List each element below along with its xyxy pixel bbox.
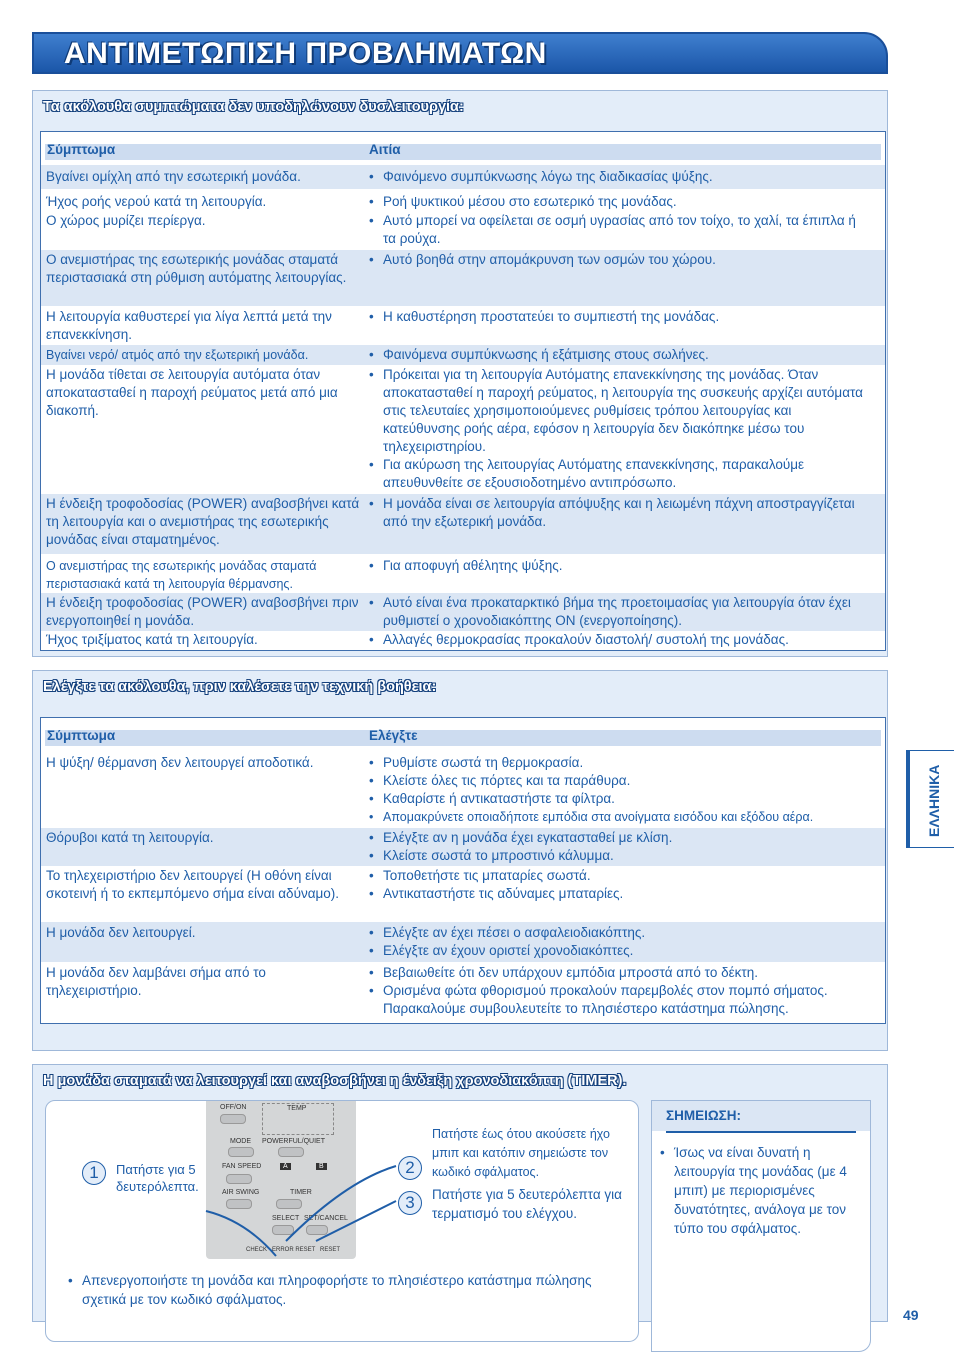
- symptoms-table: [40, 131, 886, 651]
- check-text: • Βεβαιωθείτε ότι δεν υπάρχουν εμπόδια μπροστά από το δέκτη.: [369, 964, 869, 982]
- cause-text: • Αυτό είναι ένα προκαταρκτικό βήμα της προετοιμασίας για λειτουργία όταν έχει ρυθμιστεί ο χρονοδιακόπτης ON (ενεργοποίησης).: [369, 594, 869, 630]
- col-symptom: Σύμπτωμα: [47, 728, 116, 743]
- table-row: [41, 365, 885, 493]
- symptom-text: Η λειτουργία καθυστερεί για λίγα λεπτά μετά την επανεκκίνηση.: [46, 309, 332, 342]
- symptom-text: Η ένδειξη τροφοδοσίας (POWER) αναβοσβήνει κατά τη λειτουργία και ο ανεμιστήρας της εσωτερικής μονάδας είναι σταματημένος.: [46, 496, 360, 547]
- table-row: [41, 555, 885, 593]
- note-box: [651, 1100, 871, 1352]
- section-normal-symptoms: [32, 90, 888, 657]
- table-row: [41, 307, 885, 345]
- table-row: [41, 828, 885, 866]
- table-row: [41, 165, 885, 189]
- step-number: 3: [398, 1191, 422, 1215]
- step2-text: Πατήστε έως ότου ακούσετε ήχο μπιπ και κατόπιν σημειώστε τον κωδικό σφάλματος.: [432, 1127, 610, 1179]
- cause-text: • Για ακύρωση της λειτουργίας Αυτόματης επανεκκίνησης, παρακαλούμε απευθυνθείτε σε εξουσιοδοτημένο αντιπρόσωπο.: [369, 456, 869, 492]
- cause-text: • Πρόκειται για τη λειτουργία Αυτόματης επανεκκίνησης της μονάδας. Όταν αποκατασταθεί η παροχή ρεύματος, η λειτουργία της συσκευής αρχίζει αυτόματα στις τελευταίες χρησιμοποιούμενες ρυθμίσεις τρόπου λειτουργίας και κατεύθυνσης ροής αέρα, εφόσον η λειτουργία δεν διακόπηκε μέσω του τηλεχειριστηρίου.: [369, 366, 869, 456]
- symptom-text: Ο χώρος μυρίζει περίεργα.: [46, 213, 206, 228]
- section-timer-error: [32, 1064, 888, 1322]
- table-row: [41, 631, 885, 651]
- remote-label-airswing: AIR SWING: [222, 1189, 260, 1196]
- cause-text: • Φαινόμενα συμπύκνωσης ή εξάτμισης στους σωλήνες.: [369, 346, 869, 364]
- table-row: [41, 866, 885, 922]
- cause-text: • Φαινόμενο συμπύκνωσης λόγω της διαδικασίας ψύξης.: [369, 168, 869, 186]
- symptom-text: Ο ανεμιστήρας της εσωτερικής μονάδας σταματά περιστασιακά στη ρύθμιση αυτόματης λειτουργίας.: [46, 252, 347, 285]
- cause-text: • Αλλαγές θερμοκρασίας προκαλούν διαστολή/ συστολή της μονάδας.: [369, 631, 869, 649]
- check-text: • Ορισμένα φώτα φθορισμού προκαλούν παρεμβολές στον πομπό σήματος. Παρακαλούμε συμβουλευτείτε το πλησιέστερο κατάστημα πώλησης.: [369, 982, 869, 1018]
- remote-label-a: A: [280, 1163, 291, 1170]
- symptom-text: Η μονάδα δεν λειτουργεί.: [46, 925, 196, 940]
- col-symptom: Σύμπτωμα: [47, 142, 116, 157]
- table-row: [41, 345, 885, 365]
- symptom-text: Θόρυβοι κατά τη λειτουργία.: [46, 830, 214, 845]
- remote-label-timer: TIMER: [290, 1189, 312, 1196]
- symptom-text: Ήχος ροής νερού κατά τη λειτουργία.: [46, 194, 267, 209]
- remote-label-temp: TEMP: [287, 1105, 307, 1112]
- table-row: [41, 211, 885, 249]
- cause-text: • Αυτό μπορεί να οφείλεται σε οσμή υγρασίας από τον τοίχο, το χαλί, τα έπιπλα ή τα ρούχα.: [369, 212, 869, 248]
- symptom-text: Ήχος τριξίματος κατά τη λειτουργία.: [46, 632, 258, 647]
- remote-label-check: CHECK: [246, 1247, 268, 1253]
- table-row: [41, 752, 885, 828]
- col-check: Ελέγξτε: [369, 728, 418, 743]
- cause-text: • Αυτό βοηθά στην απομάκρυνση των οσμών του χώρου.: [369, 251, 869, 269]
- check-text: • Τοποθετήστε τις μπαταρίες σωστά.: [369, 867, 869, 885]
- remote-label-errorreset: ERROR RESET: [272, 1247, 316, 1253]
- symptom-text: Η μονάδα τίθεται σε λειτουργία αυτόματα όταν αποκατασταθεί η παροχή ρεύματος μετά από μια διακοπή.: [46, 367, 338, 418]
- table-row: [41, 962, 885, 1024]
- page-number: 49: [903, 1307, 919, 1323]
- check-text: • Καθαρίστε ή αντικαταστήστε τα φίλτρα.: [369, 790, 869, 808]
- cause-text: • Η καθυστέρηση προστατεύει το συμπιεστή της μονάδας.: [369, 308, 869, 326]
- check-text: • Ελέγξτε αν έχουν οριστεί χρονοδιακόπτες.: [369, 942, 869, 960]
- table-row: [41, 250, 885, 306]
- table-header: [41, 132, 885, 162]
- check-text: • Απομακρύνετε οποιαδήποτε εμπόδια στα ανοίγματα εισόδου και εξόδου αέρα.: [369, 808, 869, 826]
- symptom-text: Βγαίνει νερό/ ατμός από την εξωτερική μονάδα.: [46, 348, 309, 362]
- error-check-card: [45, 1100, 639, 1342]
- note-text: • Ίσως να είναι δυνατή η λειτουργία της μονάδας (με 4 μπιπ) με περιορισμένες δυνατότητες, ανάλογα με τον τύπο του σφάλματος.: [660, 1143, 864, 1238]
- section-heading: Τα ακόλουθα συμπτώματα δεν υποδηλώνουν δυσλειτουργία:: [43, 99, 464, 115]
- symptom-text: Βγαίνει ομίχλη από την εσωτερική μονάδα.: [46, 169, 301, 184]
- language-label: ΕΛΛΗΝΙΚΑ: [926, 764, 942, 837]
- cause-text: • Ροή ψυκτικού μέσου στο εσωτερικό της μονάδας.: [369, 193, 869, 211]
- page-title: ΑΝΤΙΜΕΤΩΠΙΣΗ ΠΡΟΒΛΗΜΑΤΩΝ: [64, 37, 547, 70]
- note-title: ΣΗΜΕΙΩΣΗ:: [666, 1108, 742, 1123]
- step-number: 2: [398, 1156, 422, 1180]
- remote-label-setcancel: SET/CANCEL: [304, 1215, 348, 1222]
- note-header: [652, 1101, 870, 1131]
- step-number: 1: [82, 1161, 106, 1185]
- check-text: • Ελέγξτε αν η μονάδα έχει εγκατασταθεί με κλίση.: [369, 829, 869, 847]
- remote-label-powerful: POWERFUL/QUIET: [262, 1138, 326, 1145]
- section-check-before-service: [32, 670, 888, 1051]
- header-band: [45, 730, 881, 746]
- symptom-text: Η ένδειξη τροφοδοσίας (POWER) αναβοσβήνει πριν ενεργοποιηθεί η μονάδα.: [46, 595, 359, 628]
- table-row: [41, 922, 885, 962]
- cause-text: • Για αποφυγή αθέλητης ψύξης.: [369, 557, 869, 575]
- check-text: • Ρυθμίστε σωστά τη θερμοκρασία.: [369, 754, 869, 772]
- check-text: • Ελέγξτε αν έχει πέσει ο ασφαλειοδιακόπτης.: [369, 924, 869, 942]
- header-band: [45, 144, 881, 160]
- symptom-text: Το τηλεχειριστήριο δεν λειτουργεί (Η οθόνη είναι σκοτεινή ή το εκπεμπόμενο σήμα είναι αδύναμο).: [46, 868, 340, 901]
- step3-text: Πατήστε για 5 δευτερόλεπτα για τερματισμό του ελέγχου.: [432, 1187, 622, 1221]
- section-heading: Η μονάδα σταματά να λειτουργεί και αναβοσβήνει η ένδειξη χρονοδιακόπτη (TIMER).: [43, 1073, 627, 1089]
- step1-text: Πατήστε για 5 δευτερόλεπτα.: [116, 1162, 199, 1194]
- language-tab: [906, 750, 954, 848]
- check-text: • Κλείστε σωστά το μπροστινό κάλυμμα.: [369, 847, 869, 865]
- remote-label-mode: MODE: [230, 1138, 251, 1145]
- remote-label-select: SELECT: [272, 1215, 300, 1222]
- table-row: [41, 192, 885, 210]
- table-row: [41, 494, 885, 554]
- table-row: [41, 593, 885, 631]
- remote-label-offon: OFF/ON: [220, 1104, 247, 1111]
- title-banner: [32, 32, 888, 74]
- symptom-text: Η μονάδα δεν λαμβάνει σήμα από το τηλεχειριστήριο.: [46, 965, 266, 998]
- remote-label-fanspeed: FAN SPEED: [222, 1163, 262, 1170]
- remote-label-reset: RESET: [320, 1247, 341, 1253]
- check-table: [40, 717, 886, 1024]
- symptom-text: Ο ανεμιστήρας της εσωτερικής μονάδας σταματά περιστασιακά κατά τη λειτουργία θέρμανσης.: [46, 559, 317, 591]
- symptom-text: Η ψύξη/ θέρμανση δεν λειτουργεί αποδοτικά.: [46, 755, 314, 770]
- check-text: • Κλείστε όλες τις πόρτες και τα παράθυρα.: [369, 772, 869, 790]
- col-cause: Αιτία: [369, 142, 401, 157]
- footer-instruction: • Απενεργοποιήστε τη μονάδα και πληροφορήστε το πλησιέστερο κατάστημα πώλησης σχετικά με τον κωδικό σφάλματος.: [68, 1271, 628, 1309]
- remote-label-b: B: [316, 1163, 327, 1170]
- table-header: [41, 718, 885, 748]
- cause-text: • Η μονάδα είναι σε λειτουργία απόψυξης και η λειωμένη πάχνη αποστραγγίζεται από την εξωτερική μονάδα.: [369, 495, 869, 531]
- note-divider: [666, 1131, 856, 1133]
- check-text: • Αντικαταστήστε τις αδύναμες μπαταρίες.: [369, 885, 869, 903]
- section-heading: Ελέγξτε τα ακόλουθα, πριν καλέσετε την τεχνική βοήθεια:: [43, 679, 437, 695]
